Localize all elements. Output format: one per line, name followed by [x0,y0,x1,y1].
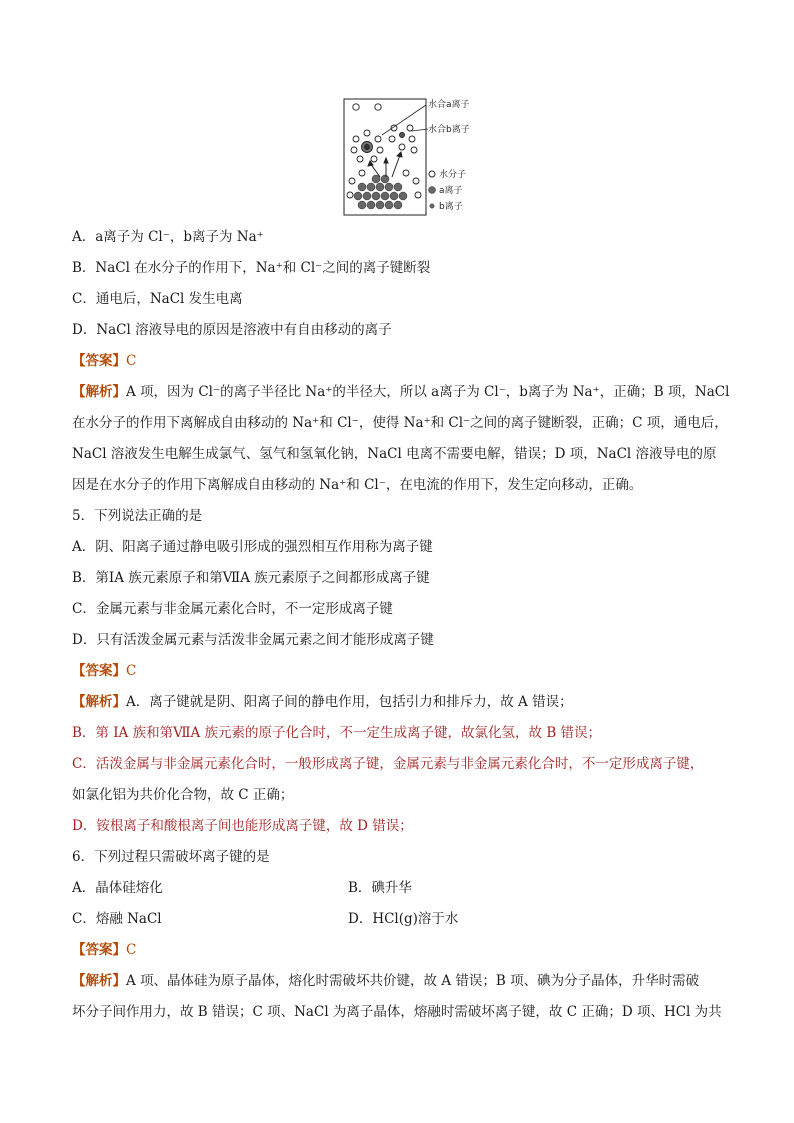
q5-analysis-line-2: B．第 IA 族和第ⅦA 族元素的原子化合时，不一定生成离子键，故氯化氢，故 B 错误； [72,725,602,741]
analysis-text: A．离子键就是阴、阳离子间的静电作用，包括引力和排斥力，故 A 错误； [126,694,573,710]
q6-answer [72,941,136,959]
q5-option-a: A．阴、阳离子通过静电吸引形成的强烈相互作用称为离子键 [72,539,433,555]
nacl-dissolution-svg [340,95,490,220]
q5-analysis-line-1 [72,693,573,711]
q6-stem: 6．下列过程只需破坏离子键的是 [72,849,270,865]
q4-option-d: D．NaCl 溶液导电的原因是溶液中有自由移动的离子 [72,322,392,338]
label-hydrated-a: 水合a离子 [428,100,470,110]
q4-analysis-line-1 [72,383,729,401]
analysis-tag: 【解析】 [72,694,126,710]
q6-option-a: A．晶体硅熔化 [72,880,163,896]
q5-option-b: B．第ⅠA 族元素原子和第ⅦA 族元素原子之间都形成离子键 [72,570,430,586]
analysis-tag: 【解析】 [72,384,126,400]
legend-water: 水分子 [439,170,467,180]
legend-b-ion: b离子 [439,202,463,212]
q4-answer [72,352,136,370]
q5-analysis-line-3: C．活泼金属与非金属元素化合时，一般形成离子键，金属元素与非金属元素化合时，不一定形成离子键， [72,756,704,772]
q6-option-b: B．碘升华 [348,880,412,896]
answer-value: C [126,663,137,679]
q6-analysis-line-2: 坏分子间作用力，故 B 错误；C 项、NaCl 为离子晶体，熔融时需破坏离子键，故 C 正确；D 项、HCl 为共 [72,1004,722,1020]
q4-option-a: A．a离子为 Cl⁻，b离子为 Na⁺ [72,229,264,245]
q6-option-d: D．HCl(g)溶于水 [348,911,459,927]
q6-option-c: C．熔融 NaCl [72,911,162,927]
q4-analysis-line-4: 因是在水分子的作用下离解成自由移动的 Na⁺和 Cl⁻，在电流的作用下，发生定向移动，正确。 [72,477,643,493]
q4-option-c: C．通电后，NaCl 发生电离 [72,291,243,307]
q4-analysis-line-3: NaCl 溶液发生电解生成氯气、氢气和氢氧化钠，NaCl 电离不需要电解，错误；D 项，NaCl 溶液导电的原 [72,446,717,462]
q5-option-d: D．只有活泼金属元素与活泼非金属元素之间才能形成离子键 [72,632,434,648]
answer-tag: 【答案】 [72,663,126,679]
label-hydrated-b: 水合b离子 [428,125,470,135]
analysis-text: A 项、晶体硅为原子晶体，熔化时需破坏共价键，故 A 错误；B 项、碘为分子晶体，升华时需破 [126,973,700,989]
q5-stem: 5．下列说法正确的是 [72,508,203,524]
legend-a-ion: a离子 [439,186,463,196]
q6-analysis-line-1 [72,972,699,990]
analysis-tag: 【解析】 [72,973,126,989]
dissolution-diagram [340,95,490,220]
q5-answer [72,662,136,680]
answer-value: C [126,942,137,958]
answer-value: C [126,353,137,369]
answer-tag: 【答案】 [72,353,126,369]
q5-option-c: C．金属元素与非金属元素化合时，不一定形成离子键 [72,601,393,617]
q4-analysis-line-2: 在水分子的作用下离解成自由移动的 Na⁺和 Cl⁻，使得 Na⁺和 Cl⁻之间的离子键断裂，正确；C 项，通电后， [72,415,728,431]
q5-analysis-line-4: 如氯化铝为共价化合物，故 C 正确； [72,787,294,803]
q5-analysis-line-5: D．铵根离子和酸根离子间也能形成离子键，故 D 错误； [72,818,413,834]
answer-tag: 【答案】 [72,942,126,958]
q4-option-b: B．NaCl 在水分子的作用下，Na⁺和 Cl⁻之间的离子键断裂 [72,260,431,276]
analysis-text: A 项，因为 Cl⁻的离子半径比 Na⁺的半径大，所以 a离子为 Cl⁻，b离子为 Na⁺，正确；B 项，NaCl [126,384,730,400]
